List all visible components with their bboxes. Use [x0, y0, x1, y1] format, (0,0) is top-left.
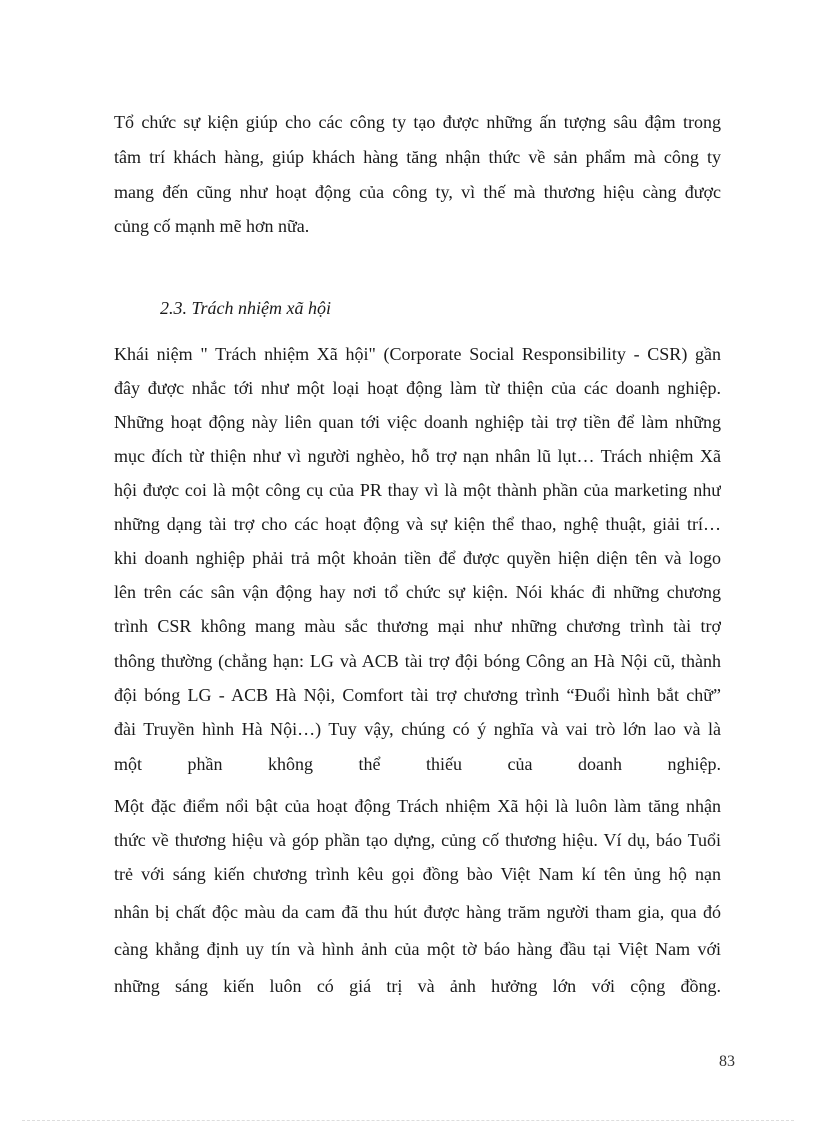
paragraph-1-line-1: Tổ chức sự kiện giúp cho các công ty tạo được những ấn tượng sâu đậm trong — [114, 112, 721, 132]
paragraph-2-line-11: đội bóng LG - ACB Hà Nội, Comfort tài trợ chương trình “Đuổi hình bắt chữ” — [114, 685, 721, 705]
page-number: 83 — [719, 1053, 735, 1070]
section-heading: 2.3. Trách nhiệm xã hội — [160, 298, 331, 318]
paragraph-3-line-6: những sáng kiến luôn có giá trị và ảnh hưởng lớn với cộng đồng. — [114, 976, 721, 996]
paragraph-2-line-6: những dạng tài trợ cho các hoạt động và sự kiện thể thao, nghệ thuật, giải trí… — [114, 514, 721, 534]
paragraph-3-line-2: thức về thương hiệu và góp phần tạo dựng, củng cố thương hiệu. Ví dụ, báo Tuổi — [114, 830, 721, 850]
paragraph-2-line-12: đài Truyền hình Hà Nội…) Tuy vậy, chúng có ý nghĩa và vai trò lớn lao và là — [114, 719, 721, 739]
paragraph-2-line-1: Khái niệm " Trách nhiệm Xã hội" (Corporate Social Responsibility - CSR) gần — [114, 344, 721, 364]
paragraph-2-line-13: một phần không thể thiếu của doanh nghiệp. — [114, 754, 721, 774]
paragraph-1-line-3: mang đến cũng như hoạt động của công ty, vì thế mà thương hiệu càng được — [114, 182, 721, 202]
paragraph-3-line-4: nhân bị chất độc màu da cam đã thu hút được hàng trăm người tham gia, qua đó — [114, 902, 721, 922]
paragraph-2-line-4: mục đích từ thiện như vì người nghèo, hỗ trợ nạn nhân lũ lụt… Trách nhiệm Xã — [114, 446, 721, 466]
paragraph-3-line-5: càng khẳng định uy tín và hình ảnh của một tờ báo hàng đầu tại Việt Nam với — [114, 939, 721, 959]
paragraph-3-line-1: Một đặc điểm nổi bật của hoạt động Trách nhiệm Xã hội là luôn làm tăng nhận — [114, 796, 721, 816]
paragraph-2-line-10: thông thường (chẳng hạn: LG và ACB tài trợ đội bóng Công an Hà Nội cũ, thành — [114, 651, 721, 671]
paragraph-2-line-5: hội được coi là một công cụ của PR thay vì là một thành phần của marketing như — [114, 480, 721, 500]
paragraph-3-line-3: trẻ với sáng kiến chương trình kêu gọi đồng bào Việt Nam kí tên ủng hộ nạn — [114, 864, 721, 884]
paragraph-2-line-2: đây được nhắc tới như một loại hoạt động làm từ thiện của các doanh nghiệp. — [114, 378, 721, 398]
paragraph-1-line-2: tâm trí khách hàng, giúp khách hàng tăng nhận thức về sản phẩm mà công ty — [114, 147, 721, 167]
paragraph-2-line-8: lên trên các sân vận động hay nơi tổ chức sự kiện. Nói khác đi những chương — [114, 582, 721, 602]
page-bottom-border — [22, 1120, 794, 1121]
paragraph-2-line-9: trình CSR không mang màu sắc thương mại như những chương trình tài trợ — [114, 616, 721, 636]
paragraph-2-line-3: Những hoạt động này liên quan tới việc doanh nghiệp tài trợ tiền để làm những — [114, 412, 721, 432]
paragraph-2-line-7: khi doanh nghiệp phải trả một khoản tiền để được quyền hiện diện tên và logo — [114, 548, 721, 568]
paragraph-1-line-4: củng cố mạnh mẽ hơn nữa. — [114, 216, 310, 236]
